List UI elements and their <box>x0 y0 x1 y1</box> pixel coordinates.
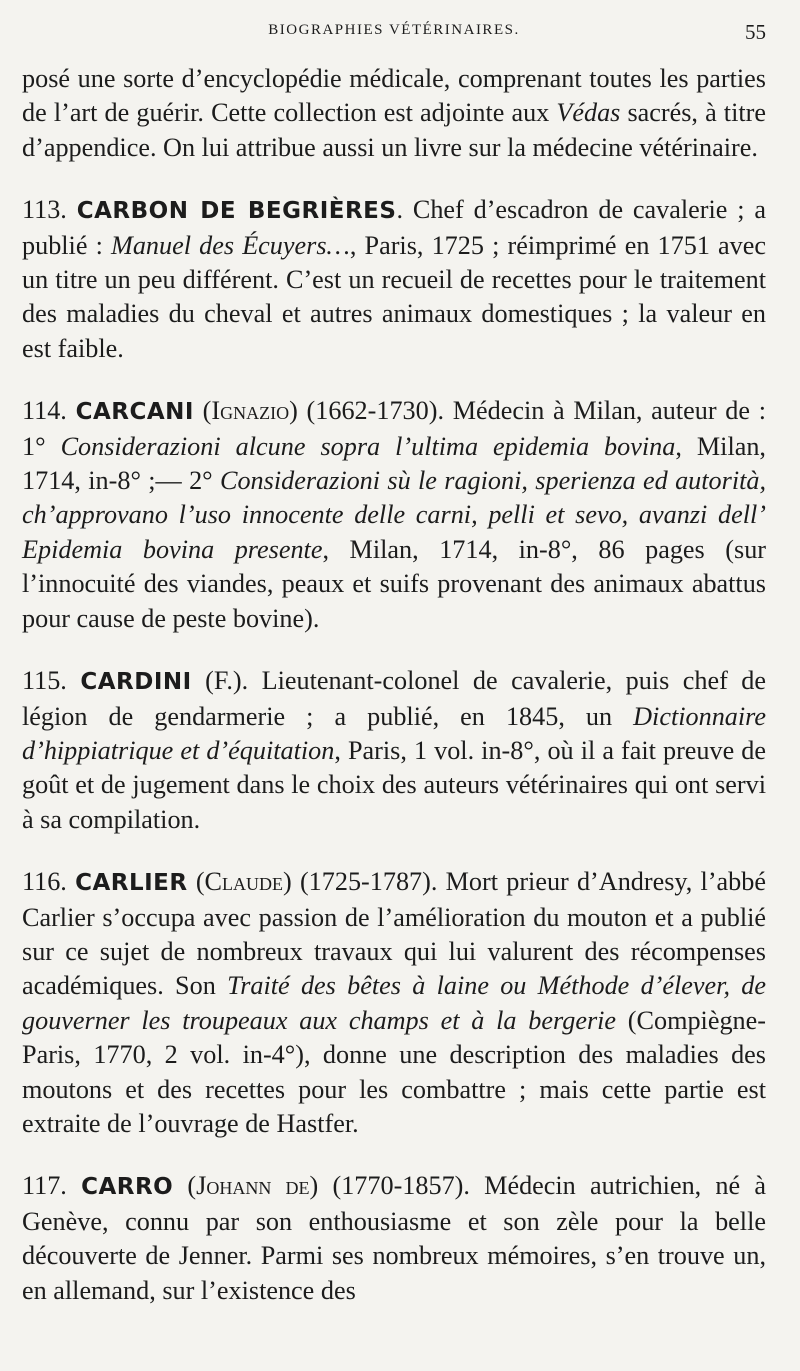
entry-116: 116. CARLIER (Claude) (1725-1787). Mort prieur d’Andresy, l’abbé Carlier s’occupa avec passion de l’amélioration du mouton et a publié sur ce sujet de nombreux travaux qui lui valurent des récompenses académiques. Son Traité des bêtes à laine ou Méthode d’élever, de gouverner les troupeaux aux champs et à la bergerie (Compiègne-Paris, 1770, 2 vol. in-4°), donne une description des maladies des moutons et des recettes pour les combattre ; mais cette partie est extraite de l’ouvrage de Hastfer. <box>22 867 766 1138</box>
entry-name: CARDINI <box>80 669 192 696</box>
entry-name: CARBON DE BEGRIÈRES <box>76 198 397 225</box>
intro-text-1: posé une sorte d’encyclopédie médicale, comprenant toutes les parties de l’art de guérir. Cette collection est adjointe aux <box>22 64 766 128</box>
running-header <box>22 22 766 62</box>
entry-dates: (1662-1730). <box>297 396 453 426</box>
entry-text-2: , Paris, 1725 ; réimprimé en 1751 avec un titre un peu différent. C’est un recueil de recettes pour le traitement des maladies du cheval et autres animaux domestiques ; la valeur en est faible. <box>22 230 767 363</box>
entry-text-1: Mort prieur d’Andresy, l’abbé Carlier s’occupa avec passion de l’amélioration du mouton et a publié sur ce sujet de nombreux travaux qui lui valurent des récompenses académiques. Son <box>22 867 766 1001</box>
entry-given-name: Johann de <box>196 1171 310 1201</box>
entry-italic-title: Manuel des Écuyers… <box>111 230 350 260</box>
entry-114: 114. CARCANI (Ignazio) (1662-1730). Médecin à Milan, auteur de : 1° Considerazioni alcune sopra l’ultima epidemia bovina, Milan, 1714, in-8° ;— 2° Considerazioni sù le ragioni, sperienza ed autorità, ch’approvano l’uso innocente delle carni, pelli et sevo, avanzi dell’ Epidemia bovina presente, Milan, 1714, in-8°, 86 pages (sur l’innocuité des viandes, peaux et suifs provenant des animaux abattus pour cause de peste bovine). <box>22 396 767 633</box>
entry-text-1: Médecin autrichien, né à Genève, connu par son enthousiasme et son zèle pour la belle découverte de Jenner. Parmi ses nombreux mémoires, s’en trouve un, en allemand, sur l’existence des <box>22 1171 766 1305</box>
entry-text-1: . Chef d’escadron de cavalerie ; a publié : <box>22 195 766 260</box>
intro-paragraph <box>22 62 766 165</box>
intro-text-2: sacrés, à titre d’appendice. On lui attribue aussi un livre sur la médecine vétérinaire. <box>22 98 766 162</box>
entry-name: CARRO <box>81 1174 174 1201</box>
entry-number: 116. <box>22 867 76 897</box>
entry-number: 117. <box>22 1171 82 1201</box>
entry-number: 115. <box>22 666 81 696</box>
entry-text-2: , Milan, 1714, in-8° ;— 2° <box>22 431 766 496</box>
entry-italic-title-1: Considerazioni alcune sopra l’ultima epidemia bovina <box>60 431 676 461</box>
entry-number: 114. <box>22 396 76 426</box>
entry-113 <box>22 193 766 366</box>
entry-given-name: Ignazio <box>211 396 290 426</box>
page-number: 55 <box>745 20 766 44</box>
entry-115 <box>22 664 766 837</box>
entry-name: CARLIER <box>75 870 188 897</box>
running-title: BIOGRAPHIES VÉTÉRINAIRES. <box>268 22 520 38</box>
entry-italic-title: Dictionnaire d’hippiatrique et d’équitation <box>22 701 766 765</box>
entry-italic-title-2: Considerazioni sù le ragioni, sperienza ed autorità, ch’approvano l’uso innocente delle carni, pelli et sevo, avanzi dell’ Epidemia bovina presente <box>22 466 767 564</box>
entry-text-3: , Milan, 1714, in-8°, 86 pages (sur l’innocuité des viandes, peaux et suifs provenant des animaux abattus pour cause de peste bovine). <box>22 534 767 633</box>
entry-text-2: , Paris, 1 vol. in-8°, où il a fait preuve de goût et de jugement dans le choix des auteurs vétérinaires qui ont servi à sa compilation. <box>22 735 767 834</box>
entry-text-2: (Compiègne-Paris, 1770, 2 vol. in-4°), donne une description des maladies des moutons et des recettes pour les combattre ; mais cette partie est extraite de l’ouvrage de Hastfer. <box>22 1005 766 1138</box>
entry-117: 117. CARRO (Johann de) (1770-1857). Médecin autrichien, né à Genève, connu par son enthousiasme et son zèle pour la belle découverte de Jenner. Parmi ses nombreux mémoires, s’en trouve un, en allemand, sur l’existence des <box>22 1171 766 1305</box>
entry-italic-title: Traité des bêtes à laine ou Méthode d’élever, de gouverner les troupeaux aux champs et à la bergerie <box>22 971 766 1035</box>
entry-number: 113. <box>22 195 77 225</box>
entry-given-name: Claude <box>204 867 284 897</box>
intro-italic-title: Védas <box>556 98 621 128</box>
entry-dates: (1770-1857). <box>318 1171 485 1201</box>
entry-dates: (1725-1787). <box>291 867 446 897</box>
entry-text-1: (F.). Lieutenant-colonel de cavalerie, puis chef de légion de gendarmerie ; a publié, en 1845, un <box>22 666 766 731</box>
entry-name: CARCANI <box>75 399 194 426</box>
entry-text-1: Médecin à Milan, auteur de : 1° <box>22 396 766 461</box>
